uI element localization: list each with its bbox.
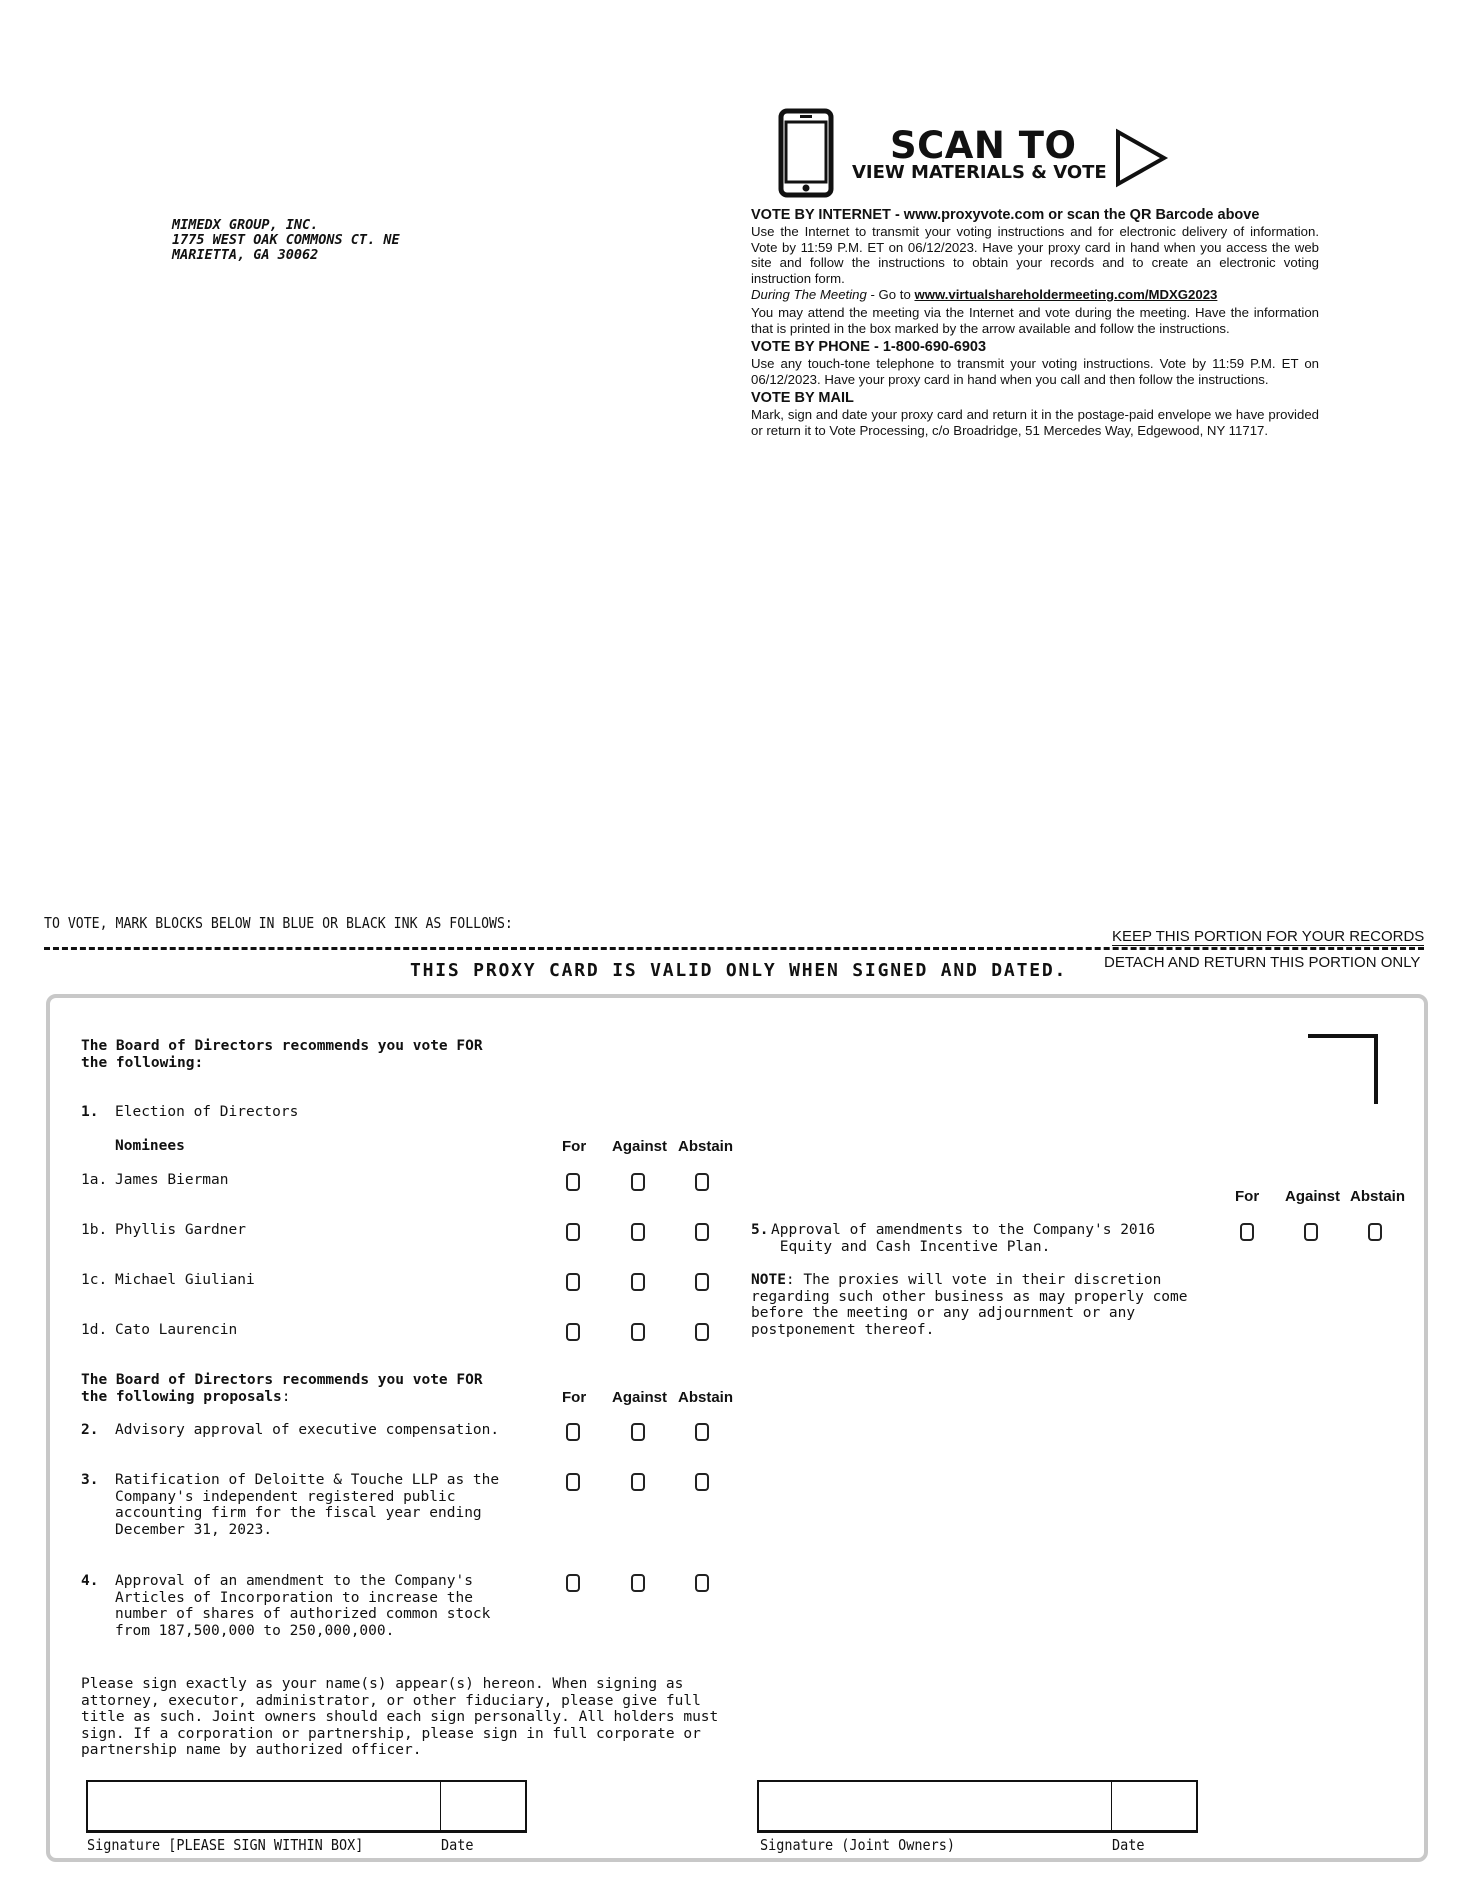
rec1-line2: the following: — [81, 1054, 204, 1071]
nominee-1b-id: 1b. — [81, 1222, 108, 1238]
voting-instructions — [751, 207, 1319, 440]
rec2-line2-b: : — [281, 1388, 291, 1405]
meeting-body: You may attend the meeting via the Internet and vote during the meeting. Have the information that is printed in the box marked by the arrow available and follow the instructions. — [751, 304, 1319, 336]
nominee-1a-id: 1a. — [81, 1172, 108, 1188]
joint-signature-label: Signature (Joint Owners) — [760, 1836, 956, 1854]
address-line-3: MARIETTA, GA 30062 — [172, 247, 319, 263]
nominee-1c-id: 1c. — [81, 1272, 108, 1288]
item1-label: Election of Directors — [115, 1104, 299, 1120]
joint-date-label: Date — [1112, 1836, 1145, 1854]
checkbox-1a-abstain[interactable] — [695, 1173, 709, 1191]
col-abstain-header-2: Abstain — [678, 1389, 734, 1406]
vote-internet-heading: VOTE BY INTERNET - www.proxyvote.com or scan the QR Barcode above — [751, 207, 1260, 223]
signature-box[interactable] — [86, 1780, 527, 1833]
joint-signature-date-divider — [1111, 1780, 1112, 1833]
note-label: NOTE — [751, 1272, 786, 1288]
date-label: Date — [441, 1836, 474, 1854]
nominee-1d-id: 1d. — [81, 1322, 108, 1338]
mobile-phone-icon — [778, 108, 834, 198]
rec2-line2-a: the following proposals — [81, 1388, 282, 1405]
checkbox-1d-abstain[interactable] — [695, 1323, 709, 1341]
meeting-url-link[interactable]: www.virtualshareholdermeeting.com/MDXG2023 — [914, 287, 1218, 303]
nominees-label: Nominees — [115, 1138, 185, 1154]
vote-internet-body: Use the Internet to transmit your voting instructions and for electronic delivery of information. Vote by 11:59 P.M. ET on 06/12/2023. Have your proxy card in hand when you access the web site and follow the instructions to obtain your records and to create an electronic voting instruction form. — [751, 224, 1319, 286]
proposal-2-number: 2. — [81, 1422, 99, 1438]
keep-portion-label: KEEP THIS PORTION FOR YOUR RECORDS — [1112, 928, 1425, 945]
col-against-header-2: Against — [612, 1389, 668, 1406]
rec1-line1: The Board of Directors recommends you vote FOR — [81, 1038, 483, 1054]
detach-portion-label: DETACH AND RETURN THIS PORTION ONLY — [1104, 954, 1421, 971]
nominee-1a-name: James Bierman — [115, 1172, 229, 1188]
col-against-header-5: Against — [1285, 1188, 1341, 1205]
checkbox-1b-against[interactable] — [631, 1223, 645, 1241]
checkbox-4-for[interactable] — [566, 1574, 580, 1592]
sign-instructions: Please sign exactly as your name(s) appear(s) hereon. When signing as attorney, executor, administrator, or other fiduciary, please give full title as such. Joint owners should each sign personally. All holders must sign. If a corporation or partnership, please sign in full corporate or partnership name by authorized officer. — [81, 1676, 719, 1758]
vote-phone-body: Use any touch-tone telephone to transmit your voting instructions. Vote by 11:59 P.M. ET on 06/12/2023. Have your proxy card in hand when you call and then follow the instructions. — [751, 356, 1319, 387]
note-block — [751, 1272, 1188, 1338]
checkbox-4-against[interactable] — [631, 1574, 645, 1592]
play-arrow-icon — [1112, 128, 1170, 188]
checkbox-5-against[interactable] — [1304, 1223, 1318, 1241]
joint-signature-box[interactable] — [757, 1780, 1198, 1833]
board-recommendation-1 — [81, 1038, 483, 1071]
validity-notice: THIS PROXY CARD IS VALID ONLY WHEN SIGNED AND DATED. — [410, 960, 1068, 981]
scan-subtitle: VIEW MATERIALS & VOTE — [852, 162, 1107, 183]
return-address — [172, 218, 400, 263]
checkbox-3-abstain[interactable] — [695, 1473, 709, 1491]
meeting-line — [751, 287, 1319, 303]
note-text: : The proxies will vote in their discretion regarding such other business as may properly come before the meeting or any adjournment or any postponement thereof. — [751, 1272, 1188, 1338]
checkbox-1a-for[interactable] — [566, 1173, 580, 1191]
checkbox-2-abstain[interactable] — [695, 1423, 709, 1441]
proposal-4-number: 4. — [81, 1573, 99, 1589]
board-recommendation-2 — [81, 1372, 483, 1405]
checkbox-1a-against[interactable] — [631, 1173, 645, 1191]
address-line-2: 1775 WEST OAK COMMONS CT. NE — [172, 232, 400, 248]
checkbox-5-abstain[interactable] — [1368, 1223, 1382, 1241]
proposal-2-text: Advisory approval of executive compensation. — [115, 1422, 500, 1438]
signature-date-divider — [440, 1780, 441, 1833]
meeting-label: During The Meeting — [751, 287, 867, 303]
proposal-3-number: 3. — [81, 1472, 99, 1488]
checkbox-3-against[interactable] — [631, 1473, 645, 1491]
checkbox-4-abstain[interactable] — [695, 1574, 709, 1592]
checkbox-1c-abstain[interactable] — [695, 1273, 709, 1291]
signature-label: Signature [PLEASE SIGN WITHIN BOX] — [87, 1836, 364, 1854]
vote-phone-heading: VOTE BY PHONE - 1-800-690-6903 — [751, 339, 987, 356]
nominee-1d-name: Cato Laurencin — [115, 1322, 238, 1338]
corner-mark — [1308, 1034, 1378, 1104]
address-line-1: MIMEDX GROUP, INC. — [172, 217, 319, 233]
checkbox-1c-for[interactable] — [566, 1273, 580, 1291]
checkbox-1b-abstain[interactable] — [695, 1223, 709, 1241]
meeting-goto: - Go to — [866, 287, 915, 303]
col-against-header: Against — [612, 1138, 668, 1155]
vote-mail-body: Mark, sign and date your proxy card and return it in the postage-paid envelope we have provided or return it to Vote Processing, c/o Broadridge, 51 Mercedes Way, Edgewood, NY 11717. — [751, 407, 1319, 438]
col-for-header-5: For — [1235, 1188, 1260, 1205]
proposal-3-text: Ratification of Deloitte & Touche LLP as the Company's independent registered public accounting firm for the fiscal year ending December 31, 2023. — [115, 1472, 500, 1538]
col-abstain-header: Abstain — [678, 1138, 734, 1155]
col-for-header: For — [562, 1138, 587, 1155]
checkbox-5-for[interactable] — [1240, 1223, 1254, 1241]
checkbox-1d-for[interactable] — [566, 1323, 580, 1341]
proposal-5-text: Approval of amendments to the Company's 2016 Equity and Cash Incentive Plan. — [771, 1222, 1156, 1255]
proposal-5-number: 5. — [751, 1222, 769, 1238]
checkbox-3-for[interactable] — [566, 1473, 580, 1491]
rec2-line1: The Board of Directors recommends you vote FOR — [81, 1372, 483, 1388]
nominee-1b-name: Phyllis Gardner — [115, 1222, 246, 1238]
checkbox-1b-for[interactable] — [566, 1223, 580, 1241]
nominee-1c-name: Michael Giuliani — [115, 1272, 255, 1288]
checkbox-2-for[interactable] — [566, 1423, 580, 1441]
to-vote-instruction: TO VOTE, MARK BLOCKS BELOW IN BLUE OR BLACK INK AS FOLLOWS: — [44, 914, 513, 932]
detach-line — [44, 947, 1424, 950]
checkbox-1c-against[interactable] — [631, 1273, 645, 1291]
col-for-header-2: For — [562, 1389, 587, 1406]
item1-number: 1. — [81, 1104, 99, 1120]
proposal-4-text: Approval of an amendment to the Company's Articles of Incorporation to increase the number of shares of authorized common stock from 187,500,000 to 250,000,000. — [115, 1573, 491, 1639]
rec2-line2 — [81, 1389, 483, 1406]
scan-title: SCAN TO — [890, 124, 1077, 167]
checkbox-2-against[interactable] — [631, 1423, 645, 1441]
col-abstain-header-5: Abstain — [1350, 1188, 1406, 1205]
vote-mail-heading: VOTE BY MAIL — [751, 390, 854, 407]
checkbox-1d-against[interactable] — [631, 1323, 645, 1341]
